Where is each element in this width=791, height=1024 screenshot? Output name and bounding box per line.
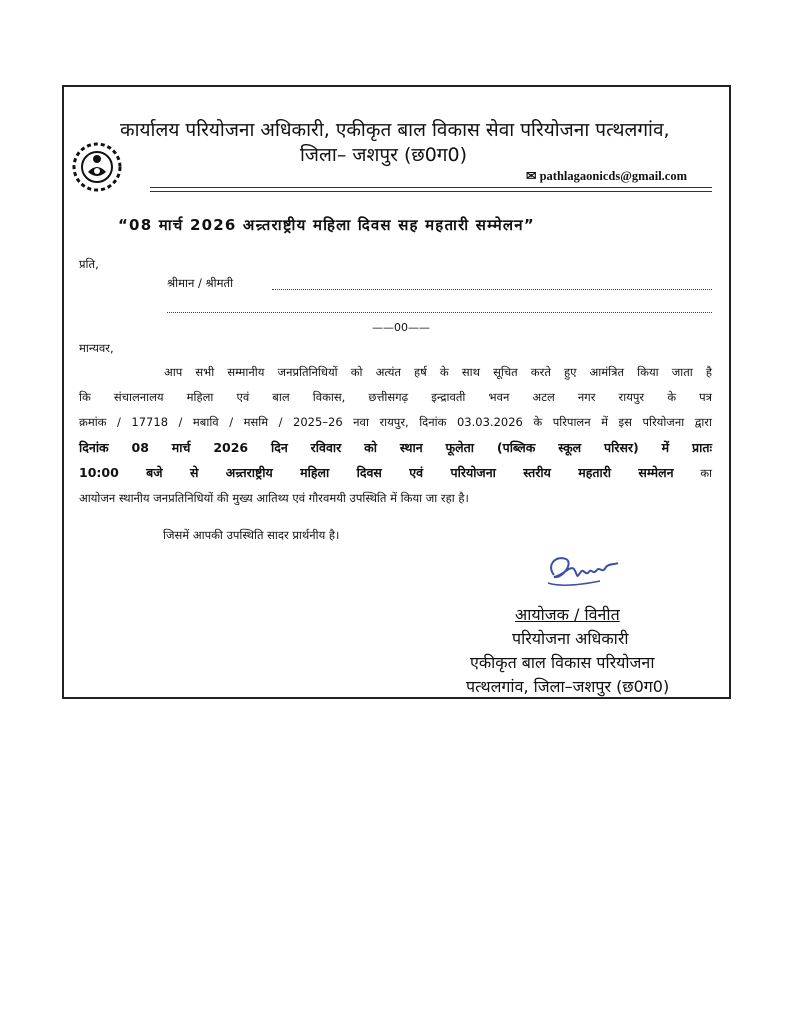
- signatory-line1: आयोजक / विनीत: [515, 605, 620, 624]
- envelope-icon: ✉: [526, 169, 537, 183]
- name-blank-line: [167, 312, 712, 313]
- signatory-designation: परियोजना अधिकारी: [512, 629, 629, 648]
- para-line: कि संचालनालय महिला एवं बाल विकास, छत्तीसगढ़ इन्द्रावती भवन अटल नगर रायपुर के पत्र: [79, 390, 712, 404]
- signature-image: [540, 545, 625, 595]
- closing-line: जिसमें आपकी उपस्थिति सादर प्रार्थनीय है।: [163, 528, 340, 542]
- name-blank-line: [272, 289, 712, 290]
- icds-emblem-icon: [72, 142, 122, 192]
- para-line: आप सभी सम्मानीय जनप्रतिनिधियों को अत्यंत हर्ष के साथ सूचित करते हुए आमंत्रित किया जाता है: [164, 365, 712, 379]
- email-address[interactable]: pathlagaonicds@gmail.com: [539, 169, 688, 183]
- para-line-bold: 10:00 बजे से अन्र्तराष्ट्रीय महिला दिवस एवं परियोजना स्तरीय महतारी सम्मेलन: [79, 465, 674, 480]
- para-line: आयोजन स्थानीय जनप्रतिनिधियों की मुख्य आतिथ्य एवं गौरवमयी उपस्थिति में किया जा रहा है।: [79, 491, 469, 505]
- signatory-location: पत्थलगांव, जिला–जशपुर (छ0ग0): [466, 677, 670, 696]
- separator: ——00——: [372, 321, 430, 334]
- para-line: क्रमांक / 17718 / मबावि / मसमि / 2025–26 नवा रायपुर, दिनांक 03.03.2026 के परिपालन में इस परियोजना द्वारा: [79, 415, 712, 429]
- greeting: मान्यवर,: [79, 341, 114, 355]
- signatory-project: एकीकृत बाल विकास परियोजना: [470, 653, 655, 672]
- body-paragraph: [79, 360, 712, 511]
- email-line: [526, 168, 687, 184]
- office-header-line1: कार्यालय परियोजना अधिकारी, एकीकृत बाल विकास सेवा परियोजना पत्थलगांव,: [120, 119, 670, 141]
- para-line-bold: दिनांक 08 मार्च 2026 दिन रविवार को स्थान फूलेता (पब्लिक स्कूल परिसर) में प्रातः: [79, 440, 712, 455]
- header-rule: [150, 187, 712, 188]
- event-title: “08 मार्च 2026 अन्र्तराष्ट्रीय महिला दिवस सह महतारी सम्मेलन”: [118, 216, 535, 234]
- header-rule: [150, 191, 712, 192]
- office-header-line2: जिला– जशपुर (छ0ग0): [300, 144, 468, 166]
- para-line: [79, 460, 712, 486]
- salutation-label: श्रीमान / श्रीमती: [167, 276, 234, 290]
- para-line: का: [700, 466, 713, 480]
- prati-label: प्रति,: [79, 257, 99, 271]
